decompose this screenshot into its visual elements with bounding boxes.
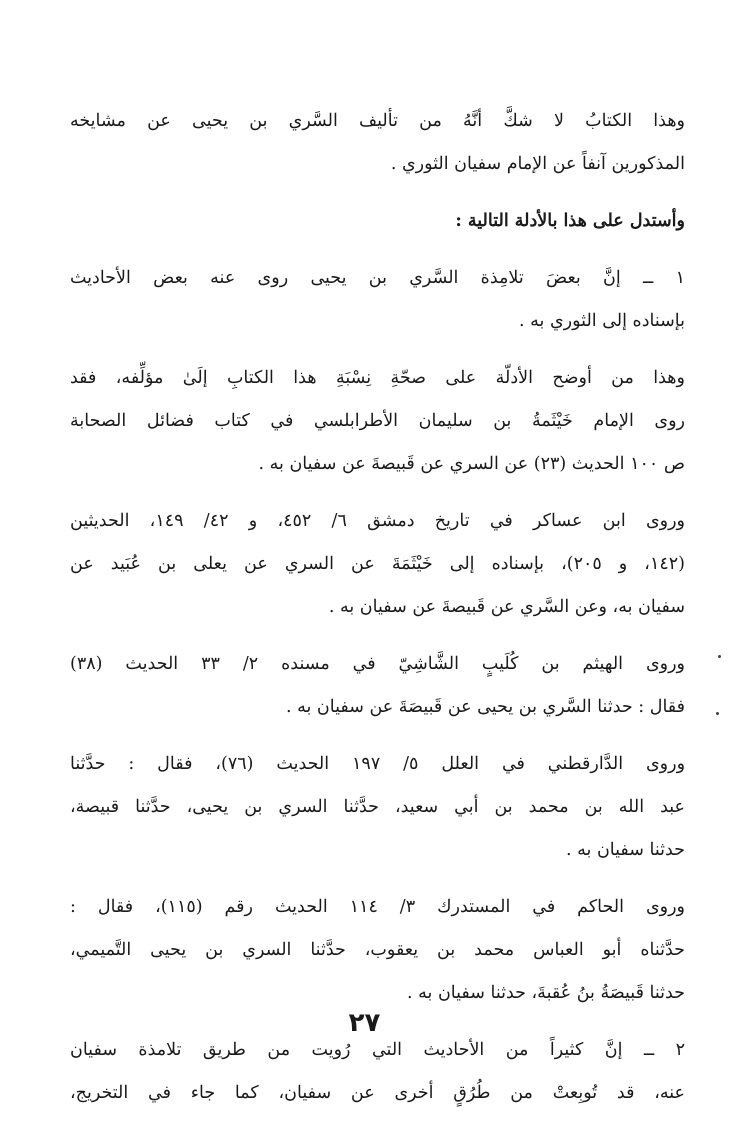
para-book-authorship xyxy=(70,100,685,186)
para-daraqutni xyxy=(70,743,685,872)
text-line: بإسناده إلى الثوري به . xyxy=(519,311,685,331)
text-line: وهذا الكتابُ لا شكَّ أنَّهُ من تأليف السَّري بن يحيى عن مشايخه xyxy=(70,111,685,131)
text-line: وهذا من أوضح الأدلّة على صحّةِ نِسْبَةِ هذا الكتابِ إلَىٰ مؤلِّفه، فقد xyxy=(70,368,685,388)
margin-speck xyxy=(716,712,719,715)
text-line: روى الإمام خَيْثَمةُ بن سليمان الأطرابلسي في كتاب فضائل الصحابة xyxy=(70,411,685,431)
text-line: سفيان به، وعن السَّري عن قَبيصةَ عن سفيان به . xyxy=(328,597,685,617)
text-line: ٢ ــ إنَّ كثيراً من الأحاديث التي رُويت من طريق تلامذة سفيان xyxy=(70,1040,685,1060)
text-line: ص ١٠٠ الحديث (٢٣) عن السري عن قَبيصةَ عن سفيان به . xyxy=(258,454,685,474)
text-line: وروى الهيثم بن كُلَيبٍ الشَّاشِيّ في مسنده ٢/ ٣٣ الحديث (٣٨) xyxy=(70,654,685,674)
text-line: حدَّثناه أبو العباس محمد بن يعقوب، حدَّثنا السري بن يحيى التَّميمي، xyxy=(70,940,685,960)
text-line: وروى الحاكم في المستدرك ٣/ ١١٤ الحديث رقم (١١٥)، فقال : xyxy=(70,897,685,917)
page-number: ٢٧ xyxy=(348,1008,381,1038)
text-line: وروى ابن عساكر في تاريخ دمشق ٦/ ٤٥٢، و ٤٢/ ١٤٩، الحديثين xyxy=(70,511,685,531)
para-evidence-2 xyxy=(70,1029,685,1115)
text-line: وروى الدَّارقطني في العلل ٥/ ١٩٧ الحديث (٧٦)، فقال : حدَّثنا xyxy=(70,754,685,774)
text-line: فقال : حدثنا السَّري بن يحيى عن قَبيصَةَ عن سفيان به . xyxy=(285,697,685,717)
text-line: حدثنا سفيان به . xyxy=(566,840,685,860)
para-hakim xyxy=(70,886,685,1015)
margin-speck xyxy=(718,655,721,658)
page-body xyxy=(70,100,685,1129)
para-evidence-heading xyxy=(70,200,685,243)
text-line: المذكورين آنفاً عن الإمام سفيان الثوري . xyxy=(390,154,685,174)
para-khaythama xyxy=(70,357,685,486)
para-evidence-1 xyxy=(70,257,685,343)
text-line: ١ ــ إنَّ بعضَ تلامِذة السَّري بن يحيى روى عنه بعض الأحاديث xyxy=(70,268,685,288)
text-line: عنه، قد تُوبِعتْ من طُرُقٍ أخرى عن سفيان، كما جاء في التخريج، xyxy=(70,1083,685,1103)
text-line: عبد الله بن محمد بن أبي سعيد، حدَّثنا السري بن يحيى، حدَّثنا قبيصة، xyxy=(70,797,685,817)
para-haytham xyxy=(70,643,685,729)
para-ibn-asakir xyxy=(70,500,685,629)
text-line: وأستدل على هذا بالأدلة التالية : xyxy=(455,211,685,231)
text-line: حدثنا قَبيصَةُ بنُ عُقبةَ، حدثنا سفيان به . xyxy=(407,983,685,1003)
text-line: (١٤٢، و ٢٠٥)، بإسناده إلى خَيْثَمَةَ عن السري عن يعلى بن عُبَيد عن xyxy=(70,554,685,574)
